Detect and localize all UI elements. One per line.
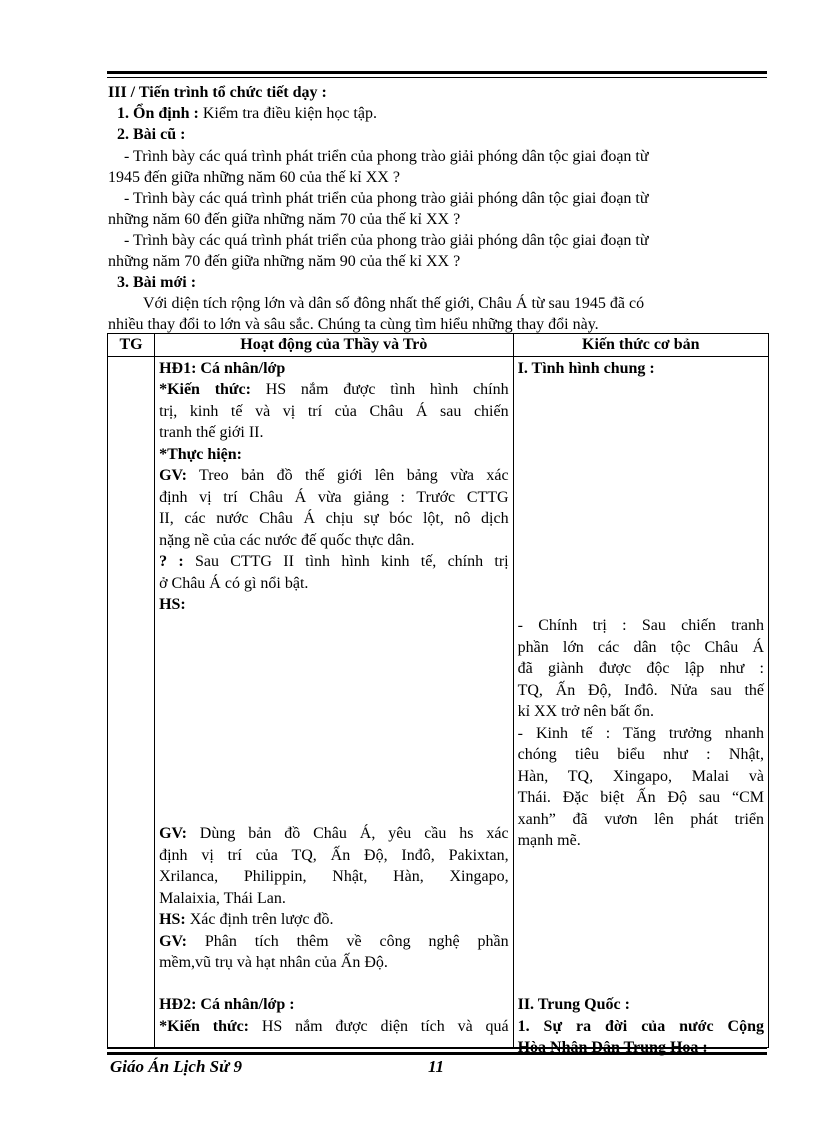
page-number: 11 [428,1057,445,1076]
ct-line4: TQ, Ấn Độ, Inđô. Nửa sau thế [517,682,764,699]
gv2-line3: Xrilanca, Philippin, Nhật, Hàn, Xingapo, [159,868,509,885]
item2-label: 2. Bài cũ : [117,126,186,143]
footer-title: Giáo Án Lịch Sử 9 [110,1057,243,1076]
q1-line1: - Trình bày các quá trình phát triển của phong trào giải phóng dân tộc giai đoạn từ [124,148,649,165]
hd2-title: HĐ2: Cá nhân/lớp : [159,996,295,1013]
kt-l1: HS nắm được tình hình chính [250,381,509,398]
table-header-row [108,334,769,357]
bottom-rule-thin [107,1048,767,1049]
sub1-line2: Hòa Nhân Dân Trung Hoa : [517,1039,708,1056]
table-body-row [108,357,769,1048]
section-title: III / Tiến trình tổ chức tiết dạy : [108,84,327,101]
lesson-table [107,333,769,1056]
activity-cell [155,357,514,1048]
q2-line2: những năm 60 đến giữa những năm 70 của thế kỉ XX ? [108,211,461,228]
sub1-line1: 1. Sự ra đời của nước Cộng [517,1018,764,1035]
kt-label: *Kiến thức: [159,381,251,398]
q-line1 [159,551,509,573]
intro-line2: nhiều thay đổi to lớn và sâu sắc. Chúng ta cùng tìm hiểu những thay đổi này. [108,316,599,333]
gv1-line2: định vị trí Châu Á vừa giảng : Trước CTTG [159,489,509,506]
hs1-label: HS: [159,596,186,613]
header-activity: Hoạt động của Thầy và Trò [155,334,514,357]
intro-line1: Với diện tích rộng lớn và dân số đông nhất thế giới, Châu Á từ sau 1945 đã có [143,295,645,312]
bottom-rule-thick [107,1052,767,1055]
item3-label: 3. Bài mới : [117,274,197,291]
gv3-line2: mềm,vũ trụ và hạt nhân của Ấn Độ. [159,954,388,971]
ct-line2: phần lớn các dân tộc Châu Á [517,639,764,656]
ct-line1: - Chính trị : Sau chiến tranh [517,617,764,634]
kte-line4: Thái. Đặc biệt Ấn Độ sau “CM [517,789,764,806]
kt-line1 [159,379,509,401]
kte-line3: Hàn, TQ, Xingapo, Malai và [517,768,764,785]
ct-line3: đã giành được độc lập như : [517,660,764,677]
q3-line2: những năm 70 đến giữa những năm 90 của thế kỉ XX ? [108,253,461,270]
kte-line6: mạnh mẽ. [517,832,581,849]
item1 [117,103,775,124]
knowledge-cell [513,357,768,1056]
header-tg: TG [108,334,155,357]
gv2-line2: định vị trí của TQ, Ấn Độ, Inđô, Pakixtan, [159,847,509,864]
q-line2: ở Châu Á có gì nổi bật. [159,575,309,592]
gv1-l1: Treo bản đồ thế giới lên bảng vừa xác [186,467,509,484]
gv2-label: GV: [159,825,187,842]
hs2-line [159,909,509,931]
hs2-label: HS: [159,911,186,928]
q2-line1: - Trình bày các quá trình phát triển của phong trào giải phóng dân tộc giai đoạn từ [124,190,649,207]
gv2-line4: Malaixia, Thái Lan. [159,890,286,907]
gv3-label: GV: [159,933,187,950]
q1-line2: 1945 đến giữa những năm 60 của thế kỉ XX ? [108,169,400,186]
top-rule-thin [107,77,767,78]
gv1-line4: nặng nề của các nước đế quốc thực dân. [159,532,415,549]
header-knowledge: Kiến thức cơ bản [513,334,768,357]
kt-line3: tranh thế giới II. [159,424,264,441]
q-l1: Sau CTTG II tình hình kinh tế, chính trị [183,553,509,570]
ct-line5: kỉ XX trở nên bất ổn. [517,703,655,720]
gv2-l1: Dùng bản đồ Châu Á, yêu cầu hs xác [186,825,509,842]
kte-line1: - Kinh tế : Tăng trưởng nhanh [517,725,764,742]
gv1-line3: II, các nước Châu Á chịu sự bóc lột, nô dịch [159,510,509,527]
kt-line2: trị, kinh tế và vị trí của Châu Á sau chiến [159,403,509,420]
gv1-label: GV: [159,467,187,484]
kt2-label: *Kiến thức: [159,1018,250,1035]
th-label: *Thực hiện: [159,446,243,463]
item1-text: Kiểm tra điều kiện học tập. [198,105,377,122]
item1-label: 1. Ổn định : [117,105,199,122]
gv1-line1 [159,465,509,487]
gv2-line1 [159,823,509,845]
q3-line1: - Trình bày các quá trình phát triển của phong trào giải phóng dân tộc giai đoạn từ [124,232,649,249]
hd1-title: HĐ1: Cá nhân/lớp [159,360,286,377]
gv3-line1 [159,931,509,953]
kte-line5: xanh” đã vươn lên phát triển [517,811,764,828]
hs2-text: Xác định trên lược đồ. [185,911,334,928]
kte-line2: chóng tiêu biểu như : Nhật, [517,746,764,763]
kt2-text: HS nắm được diện tích và quá [249,1018,509,1035]
kt2-line [159,1016,509,1038]
sec1-title: I. Tình hình chung : [517,360,655,377]
sec2-title: II. Trung Quốc : [517,996,630,1013]
q-label: ? : [159,553,184,570]
top-rule-thick [107,71,767,74]
tg-cell [108,357,155,1048]
gv3-l1: Phân tích thêm về công nghệ phần [186,933,509,950]
